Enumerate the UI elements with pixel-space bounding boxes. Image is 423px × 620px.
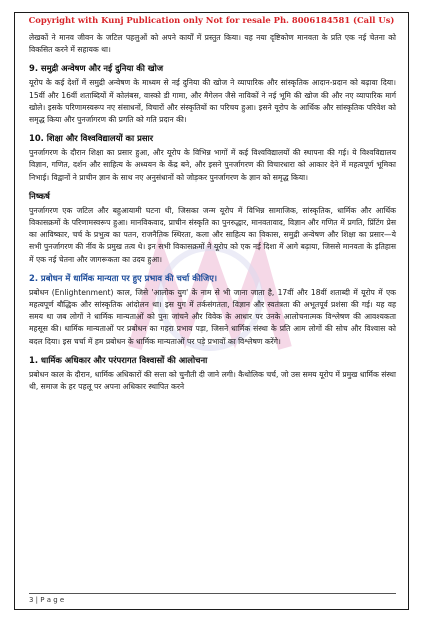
question-2-heading: 2. प्रबोधन में धार्मिक मान्यता पर हुए प्रभाव की चर्चा कीजिए।: [29, 272, 218, 283]
conclusion-heading: निष्कर्ष: [29, 190, 50, 201]
page-content: [29, 32, 396, 397]
section-9-heading: 9. समुद्री अन्वेषण और नई दुनिया की खोज: [29, 63, 164, 74]
page-footer: 3 | P a g e: [29, 593, 396, 604]
section-9-body: यूरोप के कई देशों में समुद्री अन्वेषण के माध्यम से नई दुनिया की खोज ने व्यापारिक और सांस्कृतिक आदान-प्रदान को बढ़ावा दिया। 15वीं और 16वीं शताब्दियों में कोलंबस, वास्को डी गामा, और मैगेलन जैसे नाविकों ने नई भूमि की खोज की और नए व्यापारिक मार्ग खोले। इसके परिणामस्वरूप नए संसाधनों, विचारों और संस्कृतियों का परिचय हुआ। इसने यूरोप के आर्थिक और सांस्कृतिक परिवेश को समृद्ध किया और पुनर्जागरण की प्रगति को गति प्रदान की।: [29, 78, 396, 125]
section-10-heading: 10. शिक्षा और विश्वविद्यालयों का प्रसार: [29, 133, 154, 144]
conclusion-body: पुनर्जागरण एक जटिल और बहुआयामी घटना थी, जिसका जन्म यूरोप में विभिन्न सामाजिक, सांस्कृतिक, धार्मिक और आर्थिक विकासक्रमों के परिणामस्वरूप हुआ। मानविकवाद, प्राचीन संस्कृति का पुनरुद्धार, मानवतावाद, विज्ञान और गणित में प्रगति, प्रिंटिंग प्रेस का आविष्कार, चर्च के प्रभुत्व का पतन, राजनैतिक स्थिरता, कला और साहित्य का विकास, समुद्री अन्वेषण और शिक्षा का प्रसार—ये सभी पुनर्जागरण की नींव के प्रमुख तत्व थे। इन सभी विकासक्रमों ने यूरोप को एक नई दिशा में आगे बढ़ाया, जिससे मानवता के इतिहास में एक नई चेतना और जागरूकता का उदय हुआ।: [29, 205, 396, 264]
section-1-heading: 1. धार्मिक अधिकार और परंपरागत विश्वासों की आलोचना: [29, 354, 208, 365]
question-2-body: प्रबोधन (Enlightenment) काल, जिसे 'आलोक युग' के नाम से भी जाना जाता है, 17वीं और 18वीं शताब्दी में यूरोप में एक महत्वपूर्ण बौद्धिक और सांस्कृतिक आंदोलन था। इस युग में तर्कसंगतता, विज्ञान और स्वतंत्रता की अभूतपूर्व प्रशंसा की गई। यह वह समय था जब लोगों ने धार्मिक मान्यताओं को पुनः जांचने और विवेक के आधार पर उनके आलोचनात्मक विश्लेषण की आवश्यकता महसूस की। धार्मिक मान्यताओं पर प्रबोधन का गहरा प्रभाव पड़ा, जिसने धार्मिक संस्था के प्रति आम लोगों की सोच और विश्वास को बदल दिया। इस चर्चा में हम प्रबोधन के धार्मिक मान्यताओं पर पड़े प्रभावों का विश्लेषण करेंगे।: [29, 287, 396, 346]
document-page: [14, 12, 409, 610]
intro-paragraph: लेखकों ने मानव जीवन के जटिल पहलुओं को अपने कार्यों में प्रस्तुत किया। यह नया दृष्टिकोण मानवता के प्रति एक नई चेतना को विकसित करने में सहायक था।: [29, 33, 396, 55]
section-10-body: पुनर्जागरण के दौरान शिक्षा का प्रसार हुआ, और यूरोप के विभिन्न भागों में कई विश्वविद्यालयों की स्थापना की गई। ये विश्वविद्यालय विज्ञान, गणित, दर्शन और साहित्य के अध्ययन के केंद्र बने, और इसने पुनर्जागरण की विचारधारा को आकार देने में महत्वपूर्ण भूमिका निभाई। विद्वानों ने प्राचीन ज्ञान के साथ नए अनुसंधानों को जोड़कर पुनर्जागरण के ज्ञान को समृद्ध किया।: [29, 148, 396, 182]
section-1-body: प्रबोधन काल के दौरान, धार्मिक अधिकारों की सत्ता को चुनौती दी जाने लगी। कैथोलिक चर्च, जो उस समय यूरोप में प्रमुख धार्मिक संस्था थी, समाज के हर पहलू पर अपना अधिकार स्थापित करने: [29, 369, 397, 392]
copyright-header: Copyright with Kunj Publication only Not for resale Ph. 8006184581 (Call Us): [28, 15, 395, 25]
